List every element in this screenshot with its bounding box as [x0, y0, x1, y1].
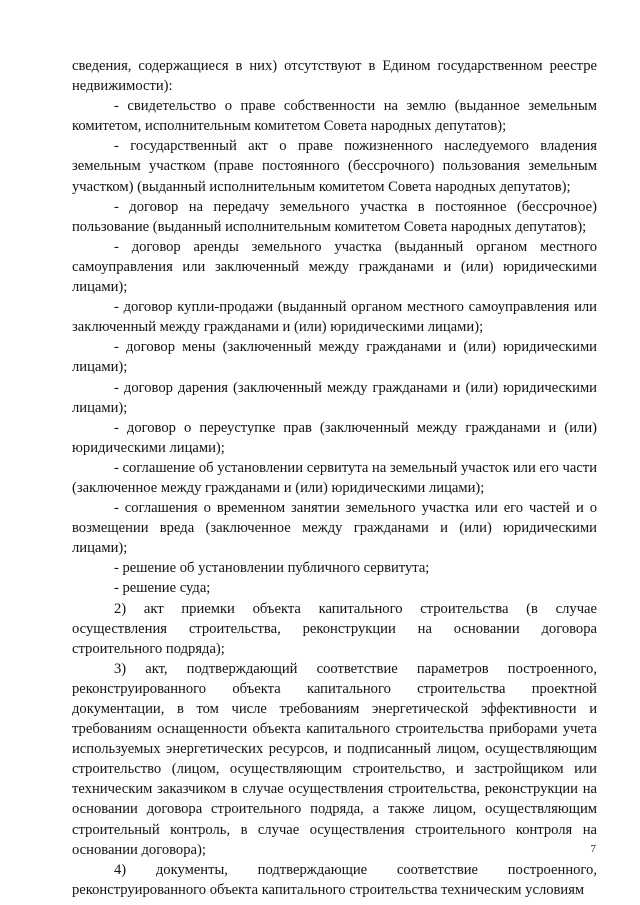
list-item: - государственный акт о праве пожизненного наследуемого владения земельным участком (праве постоянного (бессрочного) пользования земельным участком) (выданный исполнительным комитетом Совета народных депутатов);	[72, 138, 597, 195]
list-item: - договор мены (заключенный между гражданами и (или) юридическими лицами);	[72, 339, 597, 376]
list-item: - соглашения о временном занятии земельного участка или его частей и о возмещении вреда (заключенное между гражданами и (или) юридическими лицами);	[72, 500, 597, 557]
list-item: - договор купли-продажи (выданный органом местного самоуправления или заключенный между гражданами и (или) юридическими лицами);	[72, 299, 597, 336]
list-item: - свидетельство о праве собственности на землю (выданное земельным комитетом, исполнительным комитетом Совета народных депутатов);	[72, 98, 597, 135]
list-item: - решение суда;	[114, 580, 211, 597]
list-item: - договор дарения (заключенный между гражданами и (или) юридическими лицами);	[72, 379, 597, 416]
list-item: - договор на передачу земельного участка в постоянное (бессрочное) пользование (выданный исполнительным комитетом Совета народных депутатов);	[72, 198, 597, 235]
paragraph: сведения, содержащиеся в них) отсутствуют в Едином государственном реестре недвижимости):	[72, 58, 597, 95]
page-number: 7	[590, 843, 596, 855]
document-page-body	[72, 56, 597, 900]
numbered-item: 3) акт, подтверждающий соответствие параметров построенного, реконструированного объекта капитального строительства проектной документации, в том числе требованиям энергетической эффективности и требованиям оснащенности объекта капитального строительства приборами учета используемых энергетических ресурсов, и подписанный лицом, осуществляющим строительство (лицом, осуществляющим строительство, и застройщиком или техническим заказчиком в случае осуществления строительства, реконструкции на основании договора строительного подряда, а также лицом, осуществляющим строительный контроль, в случае осуществления строительного контроля на основании договора);	[72, 660, 597, 858]
list-item: - решение об установлении публичного сервитута;	[114, 560, 430, 577]
numbered-item: 4) документы, подтверждающие соответствие построенного, реконструированного объекта капитального строительства техническим условиям	[72, 861, 597, 898]
numbered-item: 2) акт приемки объекта капитального строительства (в случае осуществления строительства, реконструкции на основании договора строительного подряда);	[72, 600, 597, 657]
list-item: - договор аренды земельного участка (выданный органом местного самоуправления или заключенный между гражданами и (или) юридическими лицами);	[72, 238, 597, 296]
list-item: - соглашение об установлении сервитута на земельный участок или его части (заключенное между гражданами и (или) юридическими лицами);	[72, 459, 597, 496]
list-item: - договор о переуступке прав (заключенный между гражданами и (или) юридическими лицами);	[72, 419, 597, 456]
